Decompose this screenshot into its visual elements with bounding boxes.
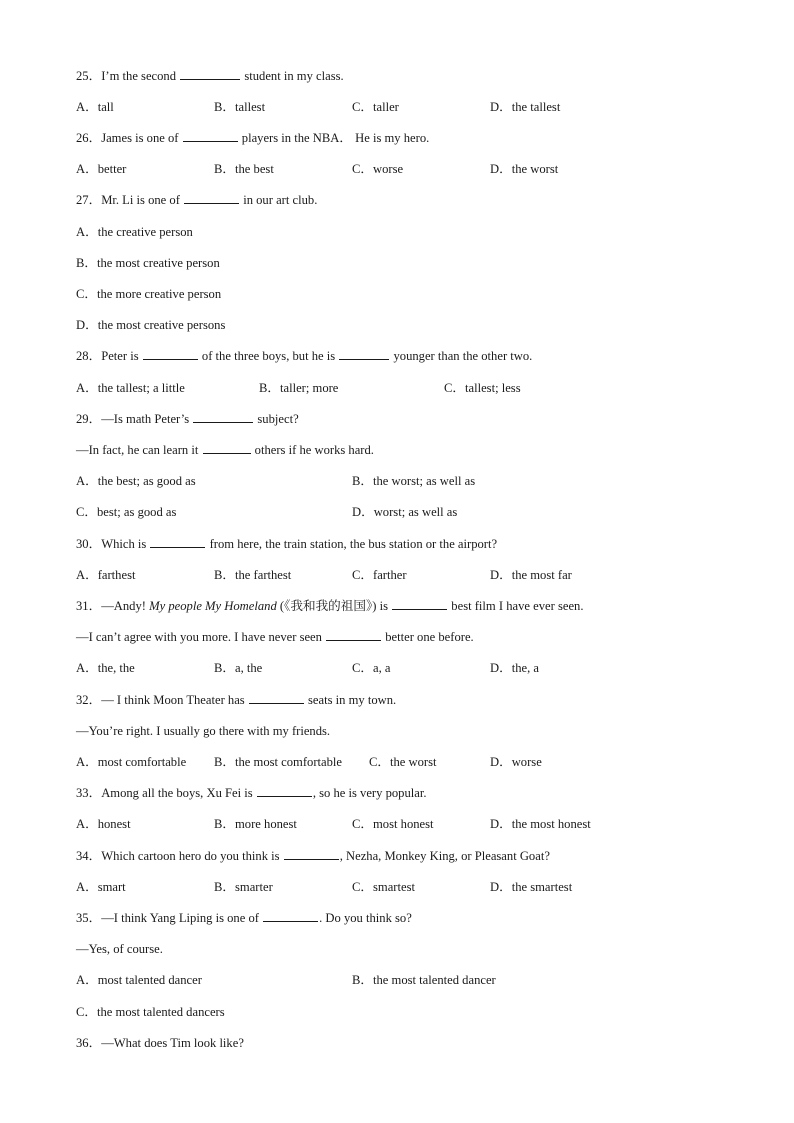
option-text: worst; as well as: [373, 505, 458, 519]
question-number: 34．: [76, 849, 102, 863]
option-letter: B．: [352, 973, 373, 987]
option-text: the best: [235, 162, 274, 176]
answer-blank[interactable]: [150, 534, 205, 548]
option-letter: C．: [352, 162, 373, 176]
dialogue-reply: [76, 721, 330, 741]
question-text: —What does Tim look like?: [101, 1036, 244, 1050]
question-text: James is one of: [101, 131, 182, 145]
option-a[interactable]: [76, 565, 135, 585]
question-text: Mr. Li is one of: [101, 193, 184, 207]
option-a[interactable]: [76, 970, 202, 990]
question-text: — I think Moon Theater has: [101, 693, 248, 707]
question-text: seats in my town.: [304, 693, 397, 707]
question-text: . Do you think so?: [319, 911, 412, 925]
option-b[interactable]: [352, 471, 475, 491]
dialogue-reply: [76, 440, 374, 460]
answer-blank[interactable]: [284, 846, 339, 860]
option-c[interactable]: [352, 814, 434, 834]
answer-blank[interactable]: [143, 346, 198, 360]
option-letter: A．: [76, 381, 98, 395]
answer-blank[interactable]: [392, 596, 447, 610]
option-letter: A．: [76, 162, 98, 176]
option-letter: C．: [352, 661, 373, 675]
question-text: —I can’t agree with you more. I have never seen: [76, 630, 326, 644]
option-d[interactable]: [490, 752, 542, 772]
answer-blank[interactable]: [257, 783, 312, 797]
option-letter: B．: [214, 568, 235, 582]
option-text: farther: [373, 568, 407, 582]
question-number: 35．: [76, 911, 102, 925]
option-text: better: [97, 162, 127, 176]
option-letter: C．: [352, 817, 373, 831]
question-number: 26．: [76, 131, 102, 145]
question-text: of the three boys, but he is: [198, 349, 339, 363]
question-text: —Yes, of course.: [76, 942, 163, 956]
question-text: from here, the train station, the bus station or the airport?: [206, 537, 498, 551]
option-c[interactable]: [352, 159, 403, 179]
question-33: [76, 783, 427, 803]
option-d[interactable]: [490, 159, 558, 179]
option-b[interactable]: [214, 658, 262, 678]
question-32: [76, 690, 396, 710]
option-c[interactable]: [444, 378, 521, 398]
question-number: 27．: [76, 193, 102, 207]
option-letter: A．: [76, 880, 98, 894]
option-letter: A．: [76, 225, 98, 239]
question-text: younger than the other two.: [390, 349, 533, 363]
option-text: most honest: [373, 817, 434, 831]
option-text: worse: [511, 755, 542, 769]
option-d[interactable]: [490, 658, 539, 678]
option-text: the best; as good as: [97, 474, 196, 488]
question-text: subject?: [254, 412, 299, 426]
option-text: honest: [97, 817, 131, 831]
question-number: 33．: [76, 786, 102, 800]
question-number: 30．: [76, 537, 102, 551]
option-d[interactable]: [490, 97, 560, 117]
question-35: [76, 908, 412, 928]
option-d[interactable]: [76, 315, 225, 335]
question-number: 31．: [76, 599, 102, 613]
question-text: Peter is: [101, 349, 142, 363]
option-a[interactable]: [76, 471, 196, 491]
option-text: most talented dancer: [97, 973, 202, 987]
option-text: most comfortable: [97, 755, 187, 769]
option-b[interactable]: [214, 752, 342, 772]
option-c[interactable]: [76, 284, 221, 304]
option-letter: D．: [76, 318, 98, 332]
question-text: Among all the boys, Xu Fei is: [101, 786, 256, 800]
option-text: the most talented dancer: [373, 973, 496, 987]
option-text: the most far: [511, 568, 572, 582]
question-text: others if he works hard.: [251, 443, 374, 457]
option-text: the most creative persons: [97, 318, 226, 332]
answer-blank[interactable]: [193, 409, 253, 423]
question-31: [76, 596, 583, 616]
option-text: tallest; less: [465, 381, 521, 395]
option-letter: A．: [76, 100, 98, 114]
option-c[interactable]: [369, 752, 437, 772]
option-c[interactable]: [352, 565, 407, 585]
option-b[interactable]: [259, 378, 338, 398]
option-d[interactable]: [490, 877, 572, 897]
answer-blank[interactable]: [263, 908, 318, 922]
option-text: a, the: [235, 661, 263, 675]
question-text: Which cartoon hero do you think is: [101, 849, 283, 863]
question-26: [76, 128, 429, 148]
option-letter: B．: [214, 817, 235, 831]
question-text: —Is math Peter’s: [101, 412, 193, 426]
option-b[interactable]: [214, 877, 273, 897]
question-number: 29．: [76, 412, 102, 426]
question-text: , Nezha, Monkey King, or Pleasant Goat?: [339, 849, 550, 863]
option-b[interactable]: [214, 159, 274, 179]
option-letter: B．: [259, 381, 280, 395]
option-a[interactable]: [76, 378, 185, 398]
answer-blank[interactable]: [203, 440, 251, 454]
option-b[interactable]: [352, 970, 496, 990]
question-number: 36．: [76, 1036, 102, 1050]
option-letter: A．: [76, 661, 98, 675]
question-27: [76, 190, 317, 210]
option-d[interactable]: [490, 565, 572, 585]
question-29: [76, 409, 299, 429]
option-a[interactable]: [76, 222, 193, 242]
option-text: the most comfortable: [235, 755, 343, 769]
question-text: better one before.: [382, 630, 474, 644]
option-text: worse: [373, 162, 404, 176]
option-letter: D．: [490, 162, 512, 176]
option-text: taller: [373, 100, 399, 114]
option-text: the smartest: [511, 880, 573, 894]
option-letter: D．: [490, 568, 512, 582]
question-30: [76, 534, 497, 554]
option-text: the, a: [511, 661, 539, 675]
title-text: My people My Homeland: [149, 599, 277, 613]
option-letter: B．: [214, 661, 235, 675]
option-letter: D．: [490, 100, 512, 114]
option-letter: B．: [214, 100, 235, 114]
answer-blank[interactable]: [183, 128, 238, 142]
option-a[interactable]: [76, 752, 186, 772]
option-text: the worst: [390, 755, 437, 769]
option-text: best; as good as: [97, 505, 177, 519]
option-b[interactable]: [76, 253, 220, 273]
option-letter: D．: [490, 661, 512, 675]
option-text: tallest: [235, 100, 266, 114]
option-letter: C．: [352, 568, 373, 582]
option-text: the creative person: [97, 225, 193, 239]
option-text: the farthest: [235, 568, 292, 582]
option-letter: C．: [444, 381, 465, 395]
option-letter: A．: [76, 568, 98, 582]
dialogue-reply: [76, 939, 163, 959]
option-letter: D．: [352, 505, 374, 519]
option-c[interactable]: [76, 1002, 225, 1022]
option-b[interactable]: [214, 565, 291, 585]
option-letter: A．: [76, 474, 98, 488]
option-text: the tallest; a little: [97, 381, 185, 395]
question-number: 32．: [76, 693, 102, 707]
option-letter: B．: [214, 162, 235, 176]
option-letter: B．: [214, 755, 235, 769]
option-letter: C．: [76, 1005, 97, 1019]
option-text: the, the: [97, 661, 135, 675]
question-text: —I think Yang Liping is one of: [101, 911, 263, 925]
option-c[interactable]: [352, 877, 415, 897]
option-letter: B．: [76, 256, 97, 270]
option-letter: A．: [76, 973, 98, 987]
answer-blank[interactable]: [180, 66, 240, 80]
question-text: student in my class.: [241, 69, 344, 83]
option-text: smartest: [373, 880, 415, 894]
option-d[interactable]: [490, 814, 591, 834]
option-letter: C．: [352, 880, 373, 894]
dialogue-reply: [76, 627, 474, 647]
option-b[interactable]: [214, 814, 297, 834]
option-text: more honest: [235, 817, 297, 831]
question-number: 28．: [76, 349, 102, 363]
option-a[interactable]: [76, 97, 114, 117]
option-letter: A．: [76, 817, 98, 831]
option-letter: B．: [352, 474, 373, 488]
question-number: 25．: [76, 69, 102, 83]
question-text: in our art club.: [240, 193, 318, 207]
option-a[interactable]: [76, 658, 135, 678]
option-letter: B．: [214, 880, 235, 894]
option-d[interactable]: [352, 502, 457, 522]
question-text: players in the NBA． He is my hero.: [238, 131, 430, 145]
question-36: [76, 1033, 244, 1053]
answer-blank[interactable]: [339, 346, 389, 360]
question-text: —Andy!: [101, 599, 150, 613]
option-letter: A．: [76, 755, 98, 769]
option-text: tall: [97, 100, 114, 114]
question-text: (《我和我的祖国》) is: [276, 599, 392, 613]
option-text: a, a: [373, 661, 391, 675]
option-a[interactable]: [76, 814, 131, 834]
option-text: the more creative person: [97, 287, 222, 301]
option-b[interactable]: [214, 97, 265, 117]
option-text: smarter: [235, 880, 273, 894]
option-a[interactable]: [76, 159, 126, 179]
option-letter: D．: [490, 817, 512, 831]
option-text: the worst: [511, 162, 559, 176]
option-text: the most honest: [511, 817, 591, 831]
answer-blank[interactable]: [184, 190, 239, 204]
answer-blank[interactable]: [249, 690, 304, 704]
option-letter: C．: [369, 755, 390, 769]
question-text: I’m the second: [101, 69, 180, 83]
option-letter: D．: [490, 755, 512, 769]
option-letter: C．: [352, 100, 373, 114]
option-text: the most talented dancers: [97, 1005, 225, 1019]
option-text: taller; more: [280, 381, 339, 395]
option-letter: C．: [76, 287, 97, 301]
question-28: [76, 346, 532, 366]
option-text: the most creative person: [97, 256, 220, 270]
option-text: farthest: [97, 568, 136, 582]
question-text: —In fact, he can learn it: [76, 443, 202, 457]
option-text: the worst; as well as: [373, 474, 476, 488]
question-25: [76, 66, 344, 86]
option-c[interactable]: [352, 658, 390, 678]
option-letter: C．: [76, 505, 97, 519]
question-34: [76, 846, 550, 866]
answer-blank[interactable]: [326, 627, 381, 641]
option-text: the tallest: [511, 100, 561, 114]
option-c[interactable]: [352, 97, 399, 117]
option-text: smart: [97, 880, 126, 894]
question-text: Which is: [101, 537, 150, 551]
question-text: —You’re right. I usually go there with my friends.: [76, 724, 331, 738]
question-text: , so he is very popular.: [312, 786, 427, 800]
question-text: best film I have ever seen.: [448, 599, 584, 613]
option-letter: D．: [490, 880, 512, 894]
option-c[interactable]: [76, 502, 176, 522]
option-a[interactable]: [76, 877, 126, 897]
